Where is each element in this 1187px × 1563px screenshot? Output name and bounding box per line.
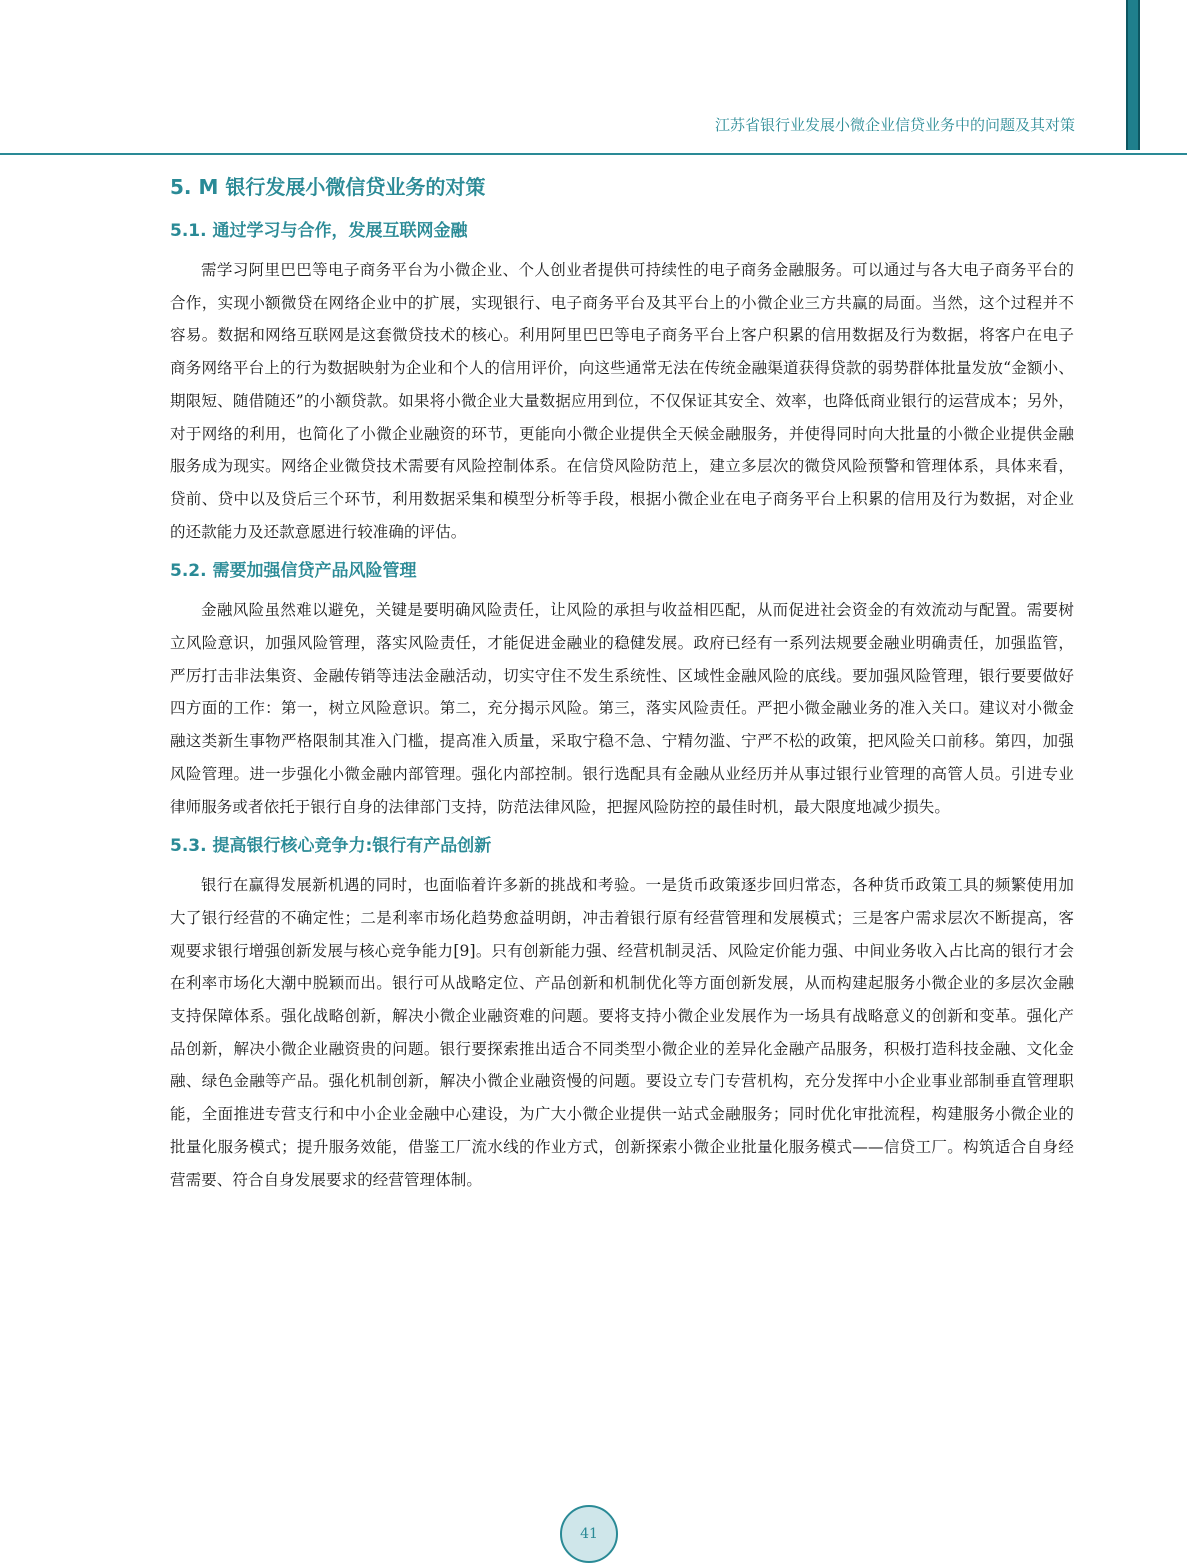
paragraph-5-2: 金融风险虽然难以避免，关键是要明确风险责任，让风险的承担与收益相匹配，从而促进社会资金的有效流动与配置。需要树立风险意识，加强风险管理，落实风险责任，才能促进金融业的稳健发展。政府已经有一系列法规要金融业明确责任，加强监管，严厉打击非法集资、金融传销等违法金融活动，切实守住不发生系统性、区域性金融风险的底线。要加强风险管理，银行要要做好四方面的工作：第一，树立风险意识。第二，充分揭示风险。第三，落实风险责任。严把小微金融业务的准入关口。建议对小微金融这类新生事物严格限制其准入门槛，提高准入质量，采取宁稳不急、宁精勿滥、宁严不松的政策，把风险关口前移。第四，加强风险管理。进一步强化小微金融内部管理。强化内部控制。银行选配具有金融从业经历并从事过银行业管理的高管人员。引进专业律师服务或者依托于银行自身的法律部门支持，防范法律风险，把握风险防控的最佳时机，最大限度地减少损失。 — [170, 601, 1074, 816]
paragraph-5-3: 银行在赢得发展新机遇的同时，也面临着许多新的挑战和考验。一是货币政策逐步回归常态，各种货币政策工具的频繁使用加大了银行经营的不确定性；二是利率市场化趋势愈益明朗，冲击着银行原有经营管理和发展模式；三是客户需求层次不断提高，客观要求银行增强创新发展与核心竞争能力[9]。只有创新能力强、经营机制灵活、风险定价能力强、中间业务收入占比高的银行才会在利率市场化大潮中脱颖而出。银行可从战略定位、产品创新和机制优化等方面创新发展，从而构建起服务小微企业的多层次金融支持保障体系。强化战略创新，解决小微企业融资难的问题。要将支持小微企业发展作为一场具有战略意义的创新和变革。强化产品创新，解决小微企业融资贵的问题。银行要探索推出适合不同类型小微企业的差异化金融产品服务，积极打造科技金融、文化金融、绿色金融等产品。强化机制创新，解决小微企业融资慢的问题。要设立专门专营机构，充分发挥中小企业事业部制垂直管理职能，全面推进专营支行和中小企业金融中心建设，为广大小微企业提供一站式金融服务；同时优化审批流程，构建服务小微企业的批量化服务模式；提升服务效能，借鉴工厂流水线的作业方式，创新探索小微企业批量化服务模式——信贷工厂。构筑适合自身经营需要、符合自身发展要求的经营管理体制。 — [170, 876, 1074, 1189]
page-number-badge: 41 — [560, 1505, 618, 1563]
subsection-title-5-2: 5.2. 需要加强信贷产品风险管理 — [170, 561, 417, 582]
section-title: 5. M 银行发展小微信贷业务的对策 — [170, 175, 486, 199]
subsection-title-5-3: 5.3. 提高银行核心竞争力:银行有产品创新 — [170, 836, 492, 857]
subsection-title-5-1: 5.1. 通过学习与合作，发展互联网金融 — [170, 221, 468, 241]
header-rule — [0, 153, 1187, 155]
article-body — [170, 170, 1074, 1204]
paragraph-5-1: 需学习阿里巴巴等电子商务平台为小微企业、个人创业者提供可持续性的电子商务金融服务。可以通过与各大电子商务平台的合作，实现小额微贷在网络企业中的扩展，实现银行、电子商务平台及其平台上的小微企业三方共赢的局面。当然，这个过程并不容易。数据和网络互联网是这套微贷技术的核心。利用阿里巴巴等电子商务平台上客户积累的信用数据及行为数据，将客户在电子商务网络平台上的行为数据映射为企业和个人的信用评价，向这些通常无法在传统金融渠道获得贷款的弱势群体批量发放“金额小、期限短、随借随还”的小额贷款。如果将小微企业大量数据应用到位，不仅保证其安全、效率，也降低商业银行的运营成本；另外，对于网络的利用，也简化了小微企业融资的环节，更能向小微企业提供全天候金融服务，并使得同时向大批量的小微企业提供金融服务成为现实。网络企业微贷技术需要有风险控制体系。在信贷风险防范上，建立多层次的微贷风险预警和管理体系，具体来看，贷前、贷中以及贷后三个环节，利用数据采集和模型分析等手段，根据小微企业在电子商务平台上积累的信用及行为数据，对企业的还款能力及还款意愿进行较准确的评估。 — [170, 261, 1074, 541]
header-color-tab — [1126, 0, 1140, 150]
running-header-title: 江苏省银行业发展小微企业信贷业务中的问题及其对策 — [714, 116, 1075, 134]
